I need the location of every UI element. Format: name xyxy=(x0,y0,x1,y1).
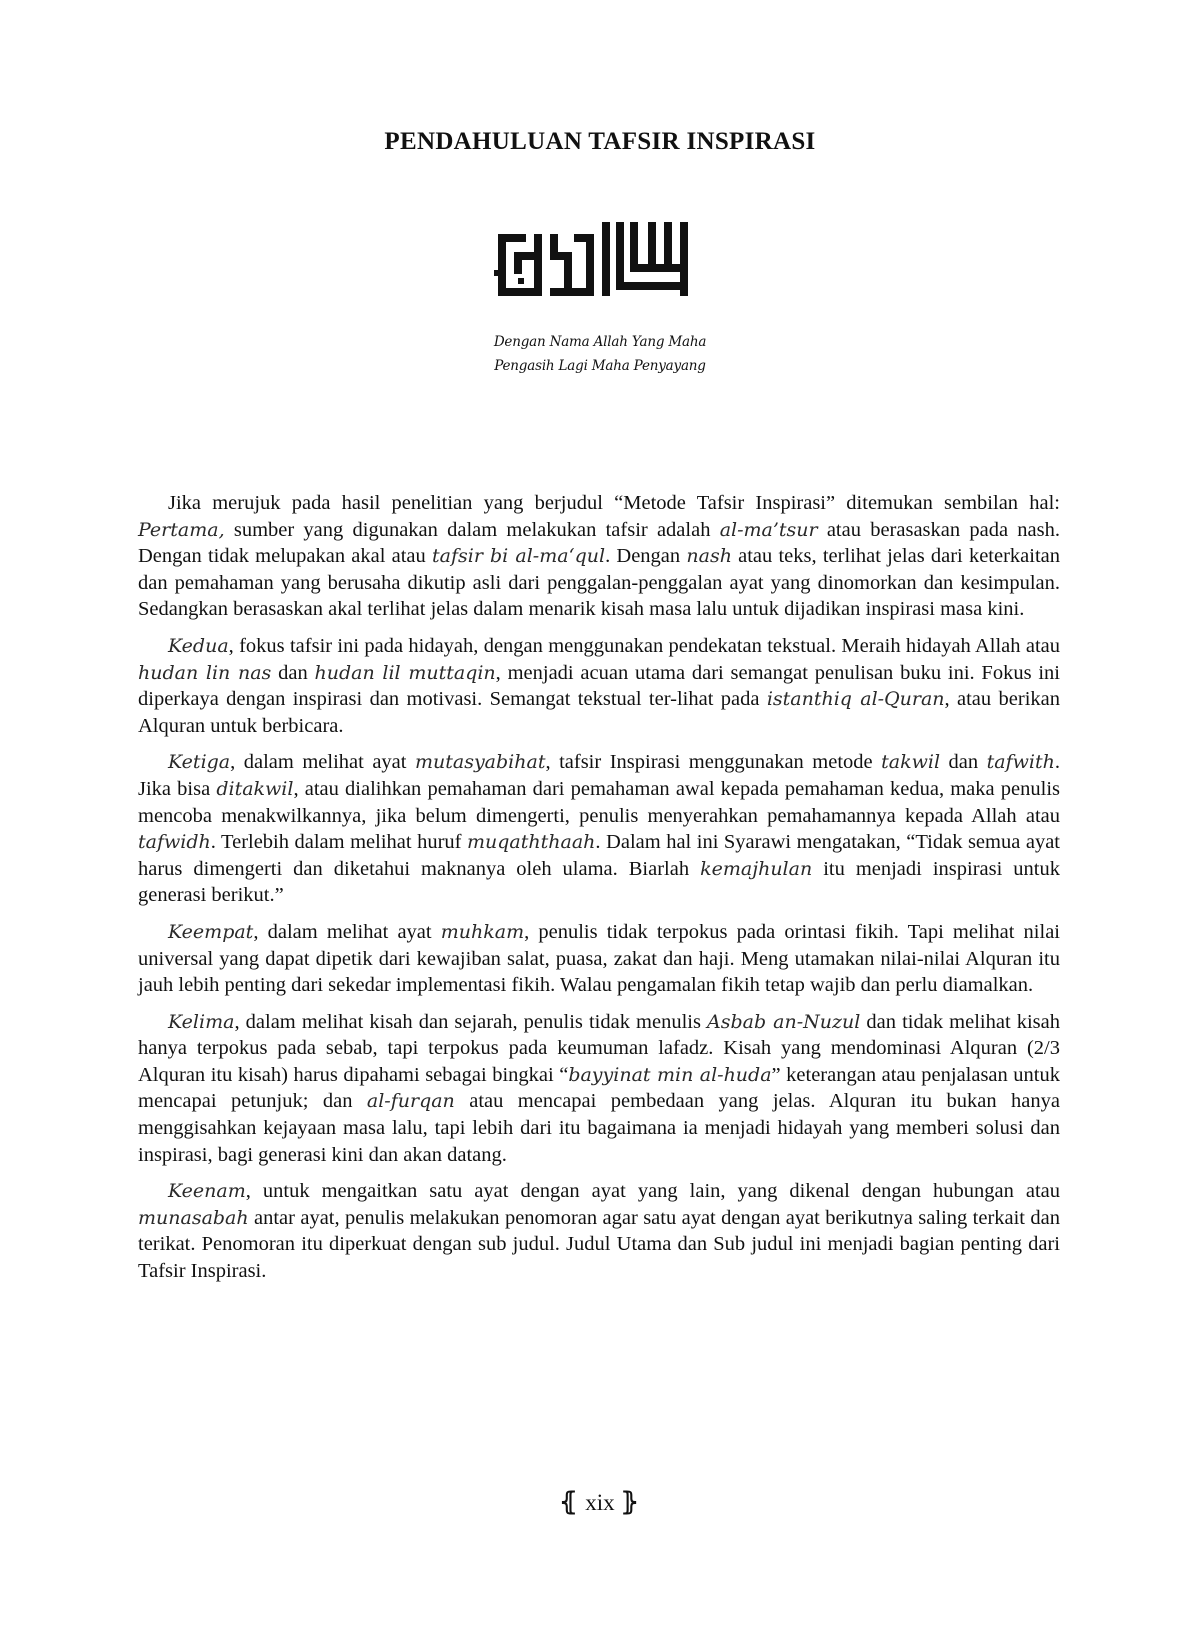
italic-term: tafwith xyxy=(986,751,1055,774)
text-run: . Dalam hal ini Syarawi mengatakan, “Tidak semua ayat harus dimengerti dan diketahui maknanya oleh ulama. Biarlah xyxy=(138,831,1060,880)
basmalah-caption-line-2: Pengasih Lagi Maha Penyayang xyxy=(494,358,706,374)
italic-term: Pertama, xyxy=(138,518,225,541)
italic-term: Asbab an-Nuzul xyxy=(707,1010,861,1033)
italic-term: al-furqan xyxy=(366,1090,455,1113)
italic-term: istanthiq al-Quran xyxy=(766,688,945,711)
text-run: , untuk mengaitkan satu ayat dengan ayat yang lain, yang dikenal dengan hubungan atau xyxy=(245,1180,1060,1203)
basmalah-translation xyxy=(0,330,1200,378)
text-run: dan xyxy=(940,751,987,774)
italic-term: Kedua xyxy=(168,634,229,657)
text-run: sumber yang digunakan dalam melakukan tafsir adalah xyxy=(224,518,720,541)
text-run: atau berasaskan pada nash. Dengan tidak melupakan akal atau xyxy=(138,518,1060,568)
text-run: , fokus tafsir ini pada hidayah, dengan menggunakan pendekatan tekstual. Meraih hidayah Allah atau xyxy=(228,634,1060,657)
ornament-left: ⦃ xyxy=(559,1489,580,1516)
text-run: , dalam melihat kisah dan sejarah, penulis tidak menulis xyxy=(234,1010,708,1033)
text-run: , penulis tidak terpokus pada orintasi fikih. Tapi melihat nilai universal yang dapat dipetik dari kewajiban salat, puasa, zakat dan haji. Meng utamakan nilai-nilai Alquran itu jauh lebih penting dari sekedar implementasi fikih. Walau pengamalan fikih tetap wajib dan perlu diamalkan. xyxy=(138,920,1060,997)
text-run: dan tidak melihat kisah hanya terpokus pada sebab, tapi terpokus pada keumuman lafadz. Kisah yang mendominasi Alquran (2/3 Alquran itu kisah) harus dipahami sebagai bingkai “ xyxy=(138,1010,1060,1086)
italic-term: hudan lil muttaqin xyxy=(314,661,496,684)
ornament-right: ⦄ xyxy=(620,1489,641,1516)
italic-term: Ketiga xyxy=(168,751,231,774)
page-title: PENDAHULUAN TAFSIR INSPIRASI xyxy=(384,128,816,155)
paragraph-5 xyxy=(138,1009,1060,1169)
italic-term: tafwidh xyxy=(138,831,211,854)
paragraph-6 xyxy=(138,1178,1060,1284)
italic-term: Keenam xyxy=(168,1180,246,1203)
page-number xyxy=(0,1487,1200,1517)
paragraph-3 xyxy=(138,749,1060,909)
text-run: , tafsir Inspirasi menggunakan metode xyxy=(545,751,882,774)
paragraph-1 xyxy=(138,490,1060,623)
italic-term: Keempat xyxy=(168,920,254,943)
italic-term: muqaththaah xyxy=(467,831,596,854)
italic-term: takwil xyxy=(881,751,941,774)
text-run: , atau dialihkan pemahaman dari pemahaman awal kepada pemahaman kedua, maka penulis mencoba menakwilkannya, jika belum dimengerti, penulis menyerahkan pemahamannya kepada Allah atau xyxy=(138,777,1060,827)
italic-term: Kelima xyxy=(168,1010,235,1033)
text-run: dan xyxy=(271,661,315,684)
text-run: antar ayat, penulis melakukan penomoran agar satu ayat dengan ayat berikutnya saling terkait dan terikat. Penomoran itu diperkuat dengan sub judul. Judul Utama dan Sub judul ini menjadi bagian penting dari Tafsir Inspirasi. xyxy=(138,1206,1060,1283)
text-run: . Dengan xyxy=(605,545,687,568)
italic-term: bayyinat min al-huda xyxy=(568,1063,772,1086)
text-run: Jika merujuk pada hasil penelitian yang berjudul “Metode Tafsir Inspirasi” ditemukan sembilan hal: xyxy=(168,492,1060,514)
italic-term: muhkam xyxy=(440,920,525,943)
text-run: atau teks, terlihat jelas dari keterkaitan dan pemahaman yang berusaha dikutip asli dari penggalan-penggalan ayat yang dinomorkan dan kesimpulan. Sedangkan berasaskan akal terlihat jelas dalam menarik kisah masa lalu untuk dijadikan inspirasi masa kini. xyxy=(138,545,1061,621)
text-run: atau mencapai pembedaan yang jelas. Alquran itu bukan hanya menggisahkan kejayaan masa lalu, tapi lebih dari itu bagaimana ia menjadi hidayah yang memberi solusi dan inspirasi, bagi generasi kini dan akan datang. xyxy=(138,1090,1061,1166)
italic-term: munasabah xyxy=(138,1206,249,1229)
italic-term: mutasyabihat xyxy=(414,751,546,774)
text-run: , dalam melihat ayat xyxy=(253,920,441,943)
text-run: ” keterangan atau penjalasan untuk mencapai petunjuk; dan xyxy=(138,1063,1060,1113)
page-number-text: xix xyxy=(585,1490,615,1515)
paragraph-2 xyxy=(138,633,1060,739)
text-run: , atau berikan Alquran untuk berbicara. xyxy=(138,688,1060,737)
text-run: . Terlebih dalam melihat huruf xyxy=(210,831,468,854)
italic-term: ditakwil xyxy=(216,777,294,800)
italic-term: kemajhulan xyxy=(700,857,813,880)
italic-term: tafsir bi al-ma‘qul xyxy=(432,545,606,568)
text-run: itu menjadi inspirasi untuk generasi berikut.” xyxy=(138,857,1060,907)
text-run: , dalam melihat ayat xyxy=(230,751,415,774)
body-text xyxy=(138,490,1060,1295)
italic-term: hudan lin nas xyxy=(138,661,272,684)
paragraph-4 xyxy=(138,919,1060,999)
text-run: , menjadi acuan utama dari semangat penulisan buku ini. Fokus ini diperkaya dengan inspirasi dan motivasi. Semangat tekstual ter-lihat pada xyxy=(138,661,1060,711)
text-run: . Jika bisa xyxy=(138,751,1060,800)
kufic-basmalah-image xyxy=(494,222,692,306)
basmalah-caption-line-1: Dengan Nama Allah Yang Maha xyxy=(493,334,707,350)
italic-term: al-ma’tsur xyxy=(719,518,818,541)
italic-term: nash xyxy=(686,545,732,568)
